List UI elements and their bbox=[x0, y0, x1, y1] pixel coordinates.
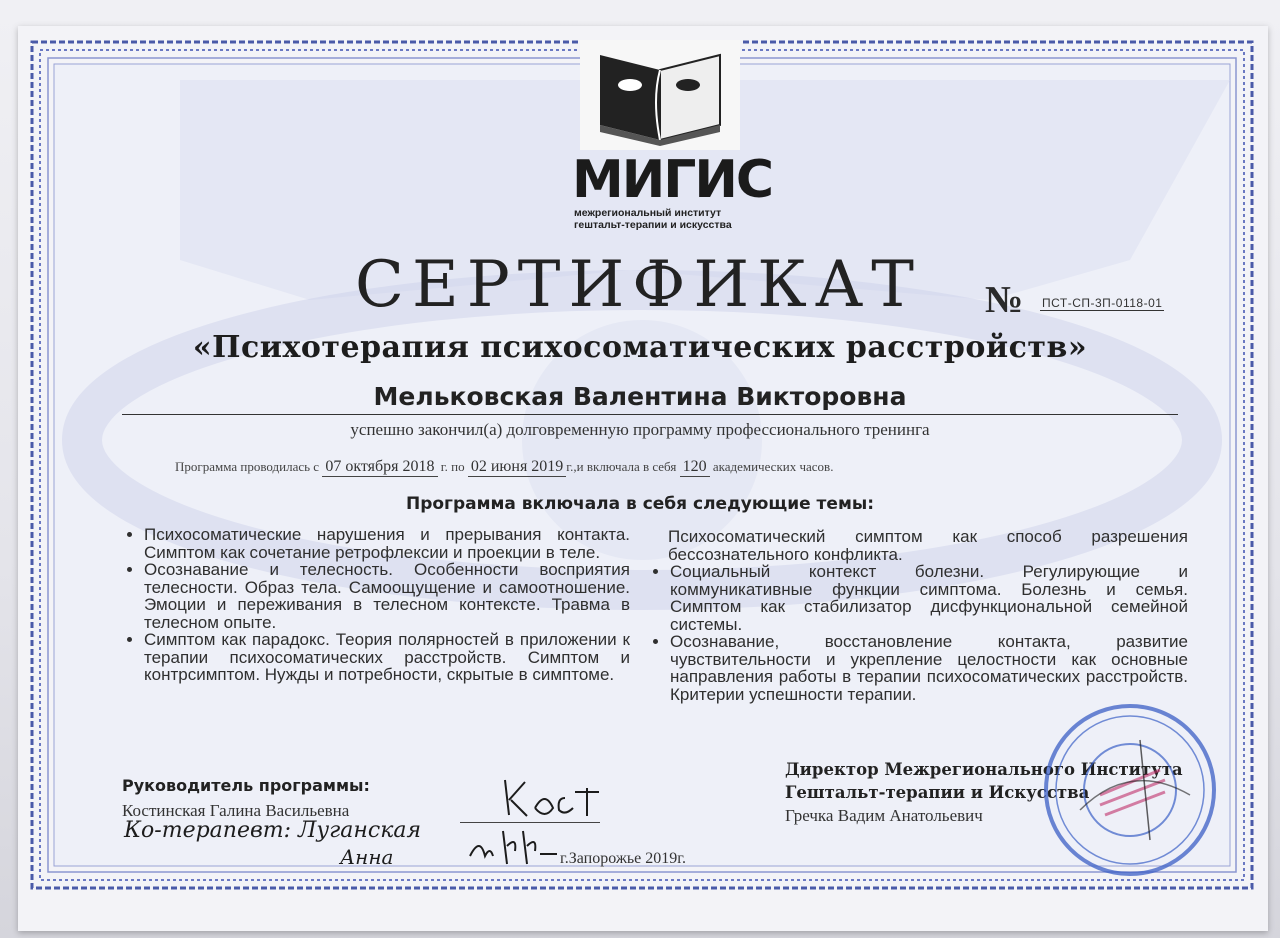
program-leader-heading: Руководитель программы: bbox=[122, 776, 370, 795]
program-suffix: академических часов. bbox=[712, 459, 834, 474]
certificate-number: ПСТ-СП-3П-0118-01 bbox=[1042, 296, 1163, 310]
brand-subtitle bbox=[574, 207, 732, 231]
handwritten-name: Анна bbox=[340, 845, 394, 869]
topics-heading: Программа включала в себя следующие темы: bbox=[405, 494, 875, 514]
topic-item: • Психосоматические нарушения и прерывания контакта. Симптом как сочетание ретрофлексии и проекции в теле. bbox=[144, 526, 630, 561]
recipient-name: Мельковская Валентина Викторовна bbox=[373, 382, 907, 411]
brand-logo-text: МИГИС bbox=[572, 150, 773, 210]
cotherapist-signature-icon bbox=[465, 826, 560, 866]
course-title: «Психотерапия психосоматических расстройств» bbox=[192, 330, 1088, 365]
topic-continuation: Психосоматический симптом как способ разрешения бессознательного конфликта. bbox=[668, 527, 1188, 564]
program-to: по bbox=[451, 459, 465, 474]
completion-statement: успешно закончил(а) долговременную программу профессионального тренинга bbox=[350, 420, 930, 439]
handwritten-cotherapist: Ко-терапевт: Луганская bbox=[124, 818, 422, 843]
topic-item: • Симптом как парадокс. Теория полярностей в приложении к терапии психосоматических расстройств. Симптом и контрсимптом. Нужды и потребности, скрытые в симптоме. bbox=[144, 631, 630, 684]
program-hours: 120 bbox=[680, 458, 710, 477]
topic-item: • Социальный контекст болезни. Регулирующие и коммуникативные функции симптома. Болезнь и семья. Симптом как стабилизатор дисфункциональной семейной системы. bbox=[670, 563, 1188, 633]
leader-signature-icon bbox=[495, 770, 605, 825]
city-date: г.Запорожье 2019г. bbox=[560, 850, 687, 867]
program-mid: г.,и включала в себя bbox=[566, 459, 677, 474]
topic-item: • Осознавание и телесность. Особенности восприятия телесности. Образ тела. Самоощущение и самоотношение. Эмоции и переживания в телесном контексте. Травма в телесном опыте. bbox=[144, 561, 630, 631]
program-period bbox=[175, 458, 833, 477]
topics-right-column bbox=[648, 528, 1188, 703]
director-title-line-1: Директор Межрегионального Института bbox=[785, 760, 1183, 779]
director-title-line-2: Гештальт-терапии и Искусства bbox=[785, 783, 1090, 802]
leader-signature-line bbox=[460, 822, 600, 823]
topic-item: • Осознавание, восстановление контакта, развитие чувствительности и укрепление целостности как основные направления работы в терапии психосоматических расстройств. Критерии успешности терапии. bbox=[670, 633, 1188, 703]
topics-left-column bbox=[122, 526, 630, 684]
director-name: Гречка Вадим Анатольевич bbox=[785, 806, 983, 825]
brand-subtitle-line-2: гештальт-терапии и искусства bbox=[574, 219, 732, 231]
program-year-abbr: г. bbox=[440, 459, 448, 474]
program-end-date: 02 июня 2019 bbox=[468, 458, 566, 477]
program-start-date: 07 октября 2018 bbox=[322, 458, 437, 477]
recipient-underline bbox=[122, 414, 1178, 415]
official-stamp-icon bbox=[1040, 700, 1220, 880]
certificate-title: СЕРТИФИКАТ bbox=[355, 248, 922, 322]
number-sign: № bbox=[985, 279, 1024, 321]
program-prefix: Программа проводилась с bbox=[175, 459, 320, 474]
program-leader-name: Костинская Галина Васильевна bbox=[122, 801, 350, 820]
brand-subtitle-line-1: межрегиональный институт bbox=[574, 207, 722, 219]
